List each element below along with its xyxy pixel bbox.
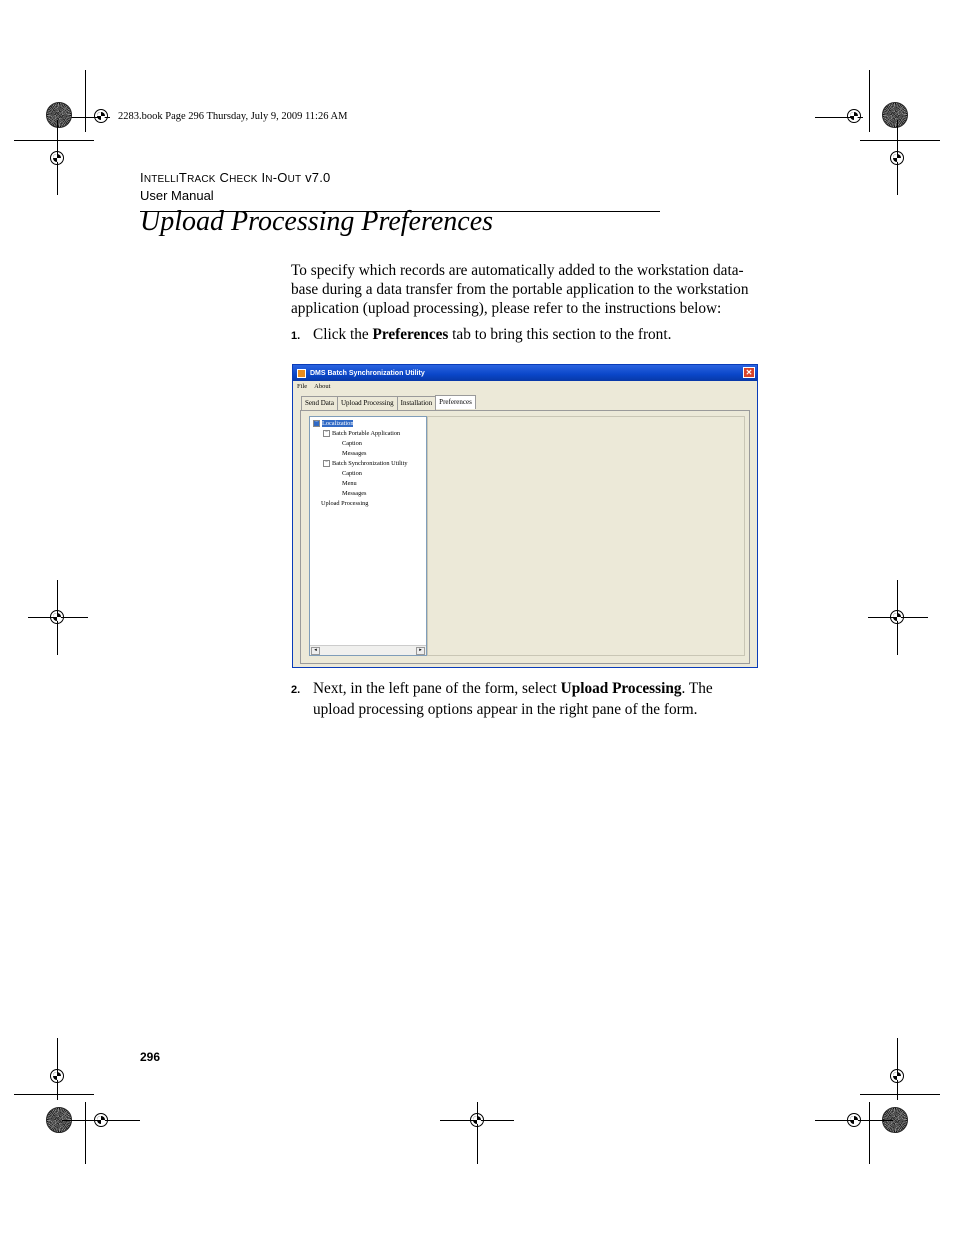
registration-mark-icon	[94, 109, 108, 123]
collapse-icon[interactable]: −	[313, 420, 320, 427]
scroll-left-icon[interactable]: ◂	[311, 647, 320, 655]
registration-mark-icon	[50, 610, 64, 624]
color-bar-star-icon	[46, 102, 72, 128]
running-header-subtitle: User Manual	[140, 188, 214, 203]
menu-file[interactable]: File	[297, 383, 308, 390]
registration-mark-icon	[890, 151, 904, 165]
app-window-screenshot	[292, 364, 758, 668]
running-header-title: INTELLITRACK CHECK IN-OUT v7.0	[140, 170, 331, 185]
step-number: 2.	[291, 684, 301, 696]
registration-mark-icon	[94, 1113, 108, 1127]
step-number: 1.	[291, 330, 301, 342]
tree-item-caption[interactable]: Caption	[342, 440, 362, 447]
horizontal-scrollbar[interactable]	[310, 645, 426, 655]
collapse-icon[interactable]: −	[323, 430, 330, 437]
tree-item-messages[interactable]: Messages	[342, 490, 367, 497]
tab-strip	[301, 396, 475, 410]
page-number: 296	[140, 1050, 161, 1064]
tree-item-localization[interactable]: − Localization	[313, 420, 353, 427]
intro-paragraph: To specify which records are automatically added to the workstation data- base during a data transfer from the portable application to the workstation application (upload processing), please refer to the instructions below:	[291, 262, 749, 317]
page-title: Upload Processing Preferences	[140, 206, 494, 237]
registration-mark-icon	[50, 151, 64, 165]
tree-item-batch-sync[interactable]: − Batch Synchronization Utility	[323, 460, 408, 467]
menu-about[interactable]: About	[314, 383, 331, 390]
registration-mark-icon	[50, 1069, 64, 1083]
tab-installation[interactable]: Installation	[397, 396, 437, 410]
right-pane	[427, 416, 745, 656]
registration-mark-icon	[847, 109, 861, 123]
registration-mark-icon	[890, 610, 904, 624]
tree-item-menu[interactable]: Menu	[342, 480, 357, 487]
registration-mark-icon	[470, 1113, 484, 1127]
tab-preferences[interactable]: Preferences	[435, 395, 476, 409]
step-1: 1. Click the Preferences tab to bring this section to the front.	[291, 325, 761, 346]
tree-item-caption[interactable]: Caption	[342, 470, 362, 477]
tree-view[interactable]	[309, 416, 427, 656]
window-title: DMS Batch Synchronization Utility	[310, 369, 425, 377]
registration-mark-icon	[890, 1069, 904, 1083]
color-bar-star-icon	[882, 102, 908, 128]
tree-item-messages[interactable]: Messages	[342, 450, 367, 457]
print-slug: 2283.book Page 296 Thursday, July 9, 2009 11:26 AM	[118, 111, 348, 122]
tab-send-data[interactable]: Send Data	[301, 396, 338, 410]
close-button[interactable]: ✕	[743, 367, 755, 378]
step-2: 2. Next, in the left pane of the form, select Upload Processing. The upload processing options appear in the right pane of the form.	[291, 680, 713, 718]
tree-item-batch-portable[interactable]: − Batch Portable Application	[323, 430, 400, 437]
preferences-panel	[300, 410, 750, 664]
tab-upload-processing[interactable]: Upload Processing	[337, 396, 398, 410]
app-icon	[297, 369, 306, 378]
scroll-right-icon[interactable]: ▸	[416, 647, 425, 655]
menubar	[293, 382, 757, 391]
window-titlebar	[293, 365, 757, 381]
registration-mark-icon	[847, 1113, 861, 1127]
tree-item-upload-processing[interactable]: Upload Processing	[321, 500, 369, 507]
collapse-icon[interactable]: −	[323, 460, 330, 467]
